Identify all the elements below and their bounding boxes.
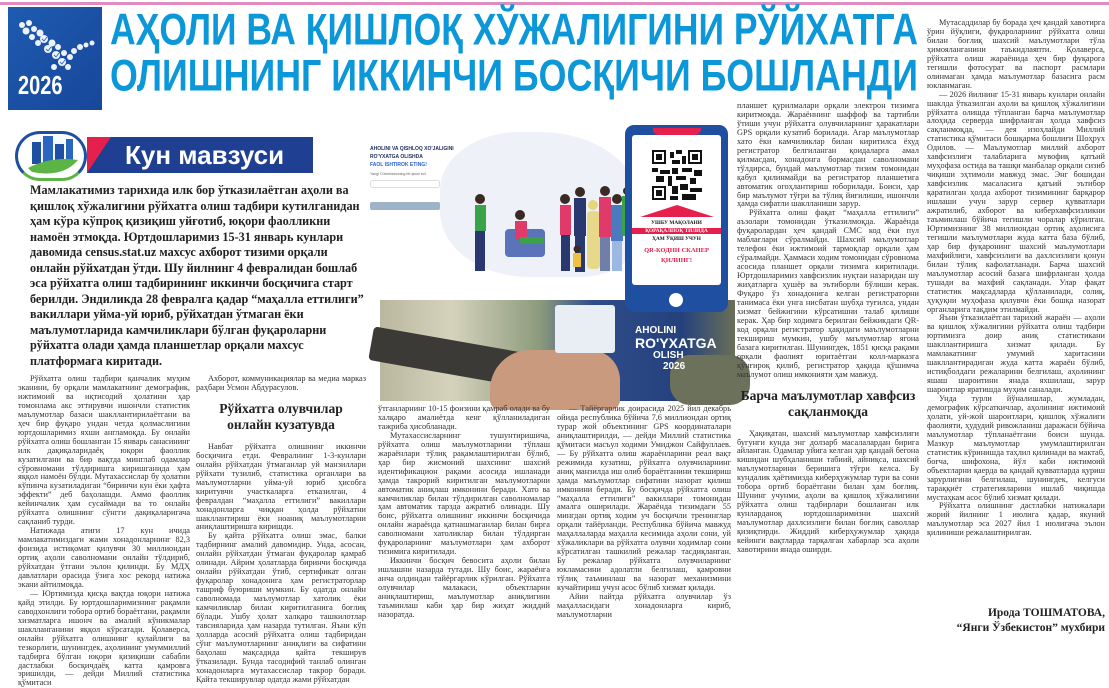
logo-year: 2026	[18, 72, 63, 101]
paragraph: Навбат рўйхатга олишнинг иккинчи босқичига етди. Февралнинг 1-3-кунлари онлайн рўйхатдан ўтмаганлар уй манзиллари рўйхати тузилиб, статистика органлари ва маълумотларни уйма-уй юриб ҳисобга киритувчи участкаларга етказилган, 4 февралдан “маҳалла еттилиги” вакиллари хонадонларга чиққан ҳолда рўйхатни шакллантириш ёки ноаниқ маълумотларни аниқлаштиришга киришди.	[196, 441, 366, 532]
paragraph: Мутасаддилар бу борада ҳеч қандай хавотирга ўрин йўқлиги, фуқароларнинг рўйхатга олиш билан боғлиқ шахсий маълумотлари тўла ҳимояланганини таъкидлаяпти. Қолаверса, рўйхатга олиш жараёнида ҳеч бир фуқарога тегишли фотосурат ва паспорт расмлари олинмаган ҳамда маълумотлар базасига расм юкланмаган.	[927, 18, 1105, 90]
phone-notch	[653, 128, 701, 135]
paragraph: Рўйхатга олишнинг дастлабки натижалари жорий йилнинг 1 июлига қадар, якуний маълумотлар эса 2027 йил 1 июлигача эълон қилиниши режалаштирилган.	[927, 501, 1105, 538]
qr-text-1: УШБУ МАҚОЛАНИ	[651, 220, 702, 226]
census-website-screenshot	[370, 122, 632, 282]
web-input	[370, 180, 440, 188]
uzbekistan-map-checkmarks-icon	[14, 17, 98, 77]
article-lead: Мамлакатимиз тарихида илк бор ўтказилаётган аҳоли ва қишлоқ хўжалигини рўйхатга олиш тадбири кутилганидан ҳам кўра кўпроқ қизиқиш уйғотиб, юқори фаолликни намоён этмоқда. Юртдошларимиз 15-31 январь кунлари давомида census.stat.uz махсус ахборот тизими орқали онлайн рўйхатдан ўтди. Шу йилнинг 4 февралидан бошлаб эса рўйхатга олиш тадбирининг иккинчи босқичига старт берилди. Эндиликда 28 февралга қадар “маҳалла еттилиги” вакиллари уйма-уй юриб, рўйхатдан ўтмаган ёки маълумотларида камчиликлари бўлган фуқароларни рўйхатга олади ҳамда планшетлар орқали махсус платформага киритади.	[30, 183, 364, 368]
vest-line-2: RO'YXATGA	[635, 335, 717, 351]
qr-code-icon[interactable]	[652, 150, 702, 200]
article-column-4	[557, 405, 731, 655]
paragraph: Рўйхатга олиш тадбири қанчалик муҳим эканини, бу орқали мамлакатнинг демографик, ижтимоий ва иқтисодий ҳолатини ҳар томонлама акс эттирувчи ишончли статистик маълумотлар базаси шакллантирилаётгани ва ҳеч бир фуқаро ундан четда қолмаслигини юртдошларимиз яхши англамоқда. Бу онлайн рўйхатга олиш бошланган 15 январь санасининг илк дақиқаларидаёқ юқори фаоллик кузатилгани ва бир вақтда минглаб одамлар сўровномани тўлдиришга киришганида ҳам яққол намоён бўлди. Мутахассислар бу ҳолатни кўпинча кузатиладиган “биринчи кун ёки ҳафта эффекти” деб баҳолашди. Аммо фаоллик кейинчалик ҳам сусаймади ва то онлайн рўйхатга олишнинг сўнгги дақиқаларигача сақланиб турди.	[18, 374, 190, 527]
qr-text-4: QR-КОДНИ СКАНЕР	[644, 247, 709, 254]
author-signature	[930, 606, 1105, 636]
paragraph: Ахборот, коммуникациялар ва медиа марказ раҳбари Усмон Абдурасулов.	[196, 374, 366, 392]
paragraph: Ҳақиқатан, шахсий маълумотлар хавфсизлиги бугунги кунда энг долзарб масалалардан бирига айланган. Одамлар уйига келган ҳар қандай бегона кишидан шубҳаланиши табиий, айниқса, шахсий маълумотларини беришига тўғри келса. Бу кундалик ҳаётимизда киберҳужумлар тури ва сони тобора ортиб бораётгани билан ҳам боғлиқ. Шунинг учунми, аҳоли ва қишлоқ хўжалигини рўйхатга олиш тадбирлари бошланган илк кунларданоқ юртдошларимизни шахсий маълумотлар дахлсизлиги билан боғлиқ саволлар қизиқтирди. Жиддий киберҳужумлар ҳақида кейинги вақтларда тарқалган хабарлар эса аҳоли хавотирини янада оширди.	[737, 428, 919, 554]
article-column-5	[737, 102, 919, 659]
article-column-1	[18, 374, 190, 688]
paragraph: — Тайёргарлик доирасида 2025 йил декабрь ойида республика бўйича 7,6 миллиондан ортиқ турар жой объектининг GPS координаталари аниқлаштирилди, — дейди Миллий статистика қўмитаси масъул ходими Умиджон Сайфуллаев. — Бу рўйхатга олиш жараёнларини реал вақт режимида кузатиш, рўйхатга олувчиларнинг аниқ манзилда иш олиб бораётганини текшириш ҳамда маълумотлар сифатини назорат қилиш имконини беради. Бу босқичда рўйхатга олиш “маҳалла еттилиги” вакиллари томонидан амалга оширилади. Жараёнда тизимдаги 55 мингдан ортиқ ходим уч босқичли тренинглар орқали тайёрланди. Республика бўйича мавжуд маҳаллаларда маҳалла кесимида аҳоли сони, уй хўжаликлари ва рўйхатга олувчи ходимлар сони кўрсатилган ташкилий режалар тасдиқланган. Бу режалар рўйхатга олувчиларнинг юкламасини адолатли белгилаш, қамровни тўлиқ таъминлаш ва назорат механизмини кучайтириш учун асос бўлиб хизмат қилади.	[557, 404, 731, 593]
qr-text-5: ҚИЛИНГ!	[660, 257, 693, 264]
phone-screen	[632, 135, 721, 285]
vest-line-4: 2026	[663, 361, 686, 372]
paragraph: — 2026 йилнинг 15-31 январь кунлари онлайн шаклда ўтказилган аҳоли ва қишлоқ хўжалигини рўйхатга олишда тўпланган барча маълумотлар алоҳида серверда шифрланган ҳолда хавфсиз сақланмоқда, — дея изоҳлайди Миллий статистика қўмитаси бошқарма бошлиғи Шоҳрух Одилов. — Маълумотлар миллий ахборот хавфсизлиги талабларига мувофиқ қатъий муҳофаза остида ва ташқи манбалар орқали сизиб чиқиши эҳтимоли мавжуд эмас. Энг бошидан хавфсизлик масаласига қатъий эътибор қаратилган ҳолда ахборот тизимининг барқарор ишлаши учун зарур сервер қувватлари ажратилиб, ахборот ва киберхавфсизликни таъминлаш бўйича тегишли чоралар кўрилган. Юртимизнинг 38 миллиондан ортиқ аҳолисига тегишли маълумотлари жуда катта база бўлиб, ҳар бир фуқаронинг шахсий маълумотлари махфийлиги, хавфсизлиги ва дахлсизлиги қонун билан тўлиқ кафолатланади. Барча шахсий маълумотлар асосий базага шифрланган ҳолда тушади ва махфий сақланади. Улар фақат статистик мақсадларда қўлланилади, солиқ, ҳуқуқни муҳофаза қилувчи ёки бошқа назорат органларига тақдим этилмайди.	[927, 89, 1105, 314]
headline-line-2: ОЛИШНИНГ ИККИНЧИ БОСҚИЧИ БОШЛАНДИ	[110, 51, 918, 101]
article-column-6	[927, 19, 1105, 579]
paragraph: Бу қайта рўйхатга олиш эмас, балки тадбирнинг амалий давомидир. Унда, асосан, онлайн рўйхатдан ўтмаган фуқаролар қамраб олинади. Айрим ҳолатларда биринчи босқичда онлайн рўйхатдан ўтиб, сертификат олган фуқаролар хонадонига ҳам регистраторлар ташриф буюриши мумкин. Бу одатда онлайн саволномада маълумотлар хатолик ёки камчиликлар билан киритилганига боғлиқ бўлади. Ушбу ҳолат халқаро ташкилотлар тавсияларида ҳам назарда тутилган. Яъни кўп ҳолларда асосий рўйхатга олиш тадбиридан сўнг маълумотларнинг аниқлиги ва сифатини баҳолаш мақсадида қайта текширув ўтказилади. Бунда тасодифий танлаб олинган хонадонларга мутахассислар такрор боради. Қайта текширувлар одатда жами рўйхатдан	[196, 531, 366, 684]
article-headline	[110, 5, 920, 101]
headline-line-1: АҲОЛИ ВА ҚИШЛОҚ ХЎЖАЛИГИНИ РЎЙХАТГА	[110, 5, 919, 55]
paragraph: планшет қурилмалари орқали электрон тизимга киритмоқда. Жараённинг шаффоф ва тартибли ўтиши учун рўйхатга олувчиларнинг ҳаракатлари GPS орқали кузатиб борилади. Агар маълумотлар хато ёки камчиликлар билан киритилса ёхуд регистратор белгиланган қоидаларга амал қилмасдан, хонадонга бормасдан саволномани тўлдирса, бундай маълумотлар тизим томонидан қабул қилинмайди ва регистратор планшетига автоматик огоҳлантириш юборилади. Боиси, ҳар бир маълумот тўғри ва тўлиқ йиғилиши, ишончли ҳамда сифатли шаклланиши зарур.	[737, 101, 919, 209]
author-name: Ирода ТОШМАТОВА,	[987, 607, 1105, 619]
people-illustration	[465, 177, 630, 282]
qr-text-3: ҲАМ ЎҚИШ УЧУН	[652, 236, 701, 242]
id-badge	[555, 305, 615, 353]
paragraph: Яъни ўтказилаётган тарихий жараён — аҳоли ва қишлоқ хўжалигини рўйхатга олиш тадбири юртимизга доир аниқ статистикани шакллантиришга хизмат қилади. Бу мамлакатнинг умумий харитасини шакллантирадиган жуда катта жараён бўлиб, истиқболдаги режаларини белгилаш, аҳолининг яшаш шароитини янада яхшилаш, зарур шароитлар яратишда муҳим саналади.	[927, 313, 1105, 395]
qr-text-2: ҚОРАҚАЛПОҚ ТИЛИДА	[632, 228, 721, 234]
vest-line-3: OLISH	[653, 350, 684, 361]
paragraph: Мутахассисларнинг тушунтиришича, рўйхатга олиш маълумотларини тўплаш жараёнлари тўлиқ рақамлаштирилган бўлиб, ҳар бир жисмоний шахснинг шахсий идентификацион рақами асосида ишланади ҳамда такрорий киритилган маълумотларни автоматик аниқлаш имконини беради. Хато ва камчиликлар билан тўлдирилган саволномалар ҳам автоматик тарзда ажратиб олинади. Шу боис, рўйхатга олишнинг иккинчи босқичида онлайн жараёнда қатнашмаганлар билан бирга саволномани хатоликлар билан тўлдирган фуқароларнинг маълумотлари ҳам ахборот тизимига киритилади.	[378, 430, 550, 557]
city-leaf-icon	[15, 131, 87, 181]
registrar-tablet-photo	[380, 300, 735, 401]
web-title-3: FAOL ISHTIROK ETING!	[370, 162, 427, 168]
paragraph: Рўйхатга олиш фақат “маҳалла еттилиги” аъзолари томонидан ўтказилмоқда. Жараёнда фуқаролардан ҳеч қандай СМС код ёки пул маблағлари сўралмайди. Шахсий маълумотлар телефон ёки ижтимоий тармоқлар орқали ҳам сўралмайди. Ҳаммаси ходим томонидан сўровнома асосида планшет орқали тизимга киритилади. Юртдошларимиз хавфсизлик нуқтаи назаридан шу жиҳатларга ҳушёр ва эътиборли бўлиши керак. Фуқаро ўз хонадонига келган регистраторни танимаса ёки унга нисбатан шубҳа туғилса, ундан хизмат бейжигини кўрсатишни талаб қилиши керак. Ҳар бир ходимга берилган бейжикдаги QR-код орқали регистратор ҳақидаги маълумотларни текшириш мумкин, ушбу маълумотлар ягона базага киритилган. Шунингдек, 1851 қисқа рақами орқали фаолият юритаётган колл-марказга қўнғироқ қилиб, регистратор ҳақида қўшимча маълумот олиш имконияти ҳам мавжуд.	[737, 208, 919, 379]
phone-home-button	[669, 293, 683, 307]
paragraph: ўтганларнинг 10-15 фоизини қамраб олади ва бу халқаро амалиётда кенг қўлланиладиган тажриба ҳисобланади.	[378, 404, 550, 431]
vest-line-1: AHOLINI	[635, 325, 677, 336]
subheading: Барча маълумотлар хавфсиз сақланмоқда	[740, 387, 916, 419]
paragraph: Унда турли йўналишлар, жумладан, демографик кўрсаткичлар, аҳолининг ижтимоий ҳолати, уй-жой шароитлари, қишлоқ хўжалиги фаолияти, ҳудудий ривожланиш даражаси бўйича маълумотлар тўпланаётгани боиси шунда. Мазкур маълумотлар умумлаштирилган статистик кўринишда таҳлил қилинади ва мактаб, боғча, шифохона, йўл каби ижтимоий объектларни қаерда ва қандай қувватларда қуриш зарурлигини белгилаш, шунингдек, келгуси тараққиёт стратегияларини ишлаб чиқишда мустаҳкам асос бўлиб хизмат қилади.	[927, 394, 1105, 502]
paragraph: Айни пайтда рўйхатга олувчилар ўз маҳалласидаги хонадонларга кириб, маълумотларни	[557, 592, 731, 619]
article-column-3	[378, 405, 550, 655]
rubric-label: Кун мавзуси	[125, 140, 285, 170]
web-login-button	[370, 202, 440, 210]
vest-print	[635, 325, 717, 372]
author-role: “Янги Ўзбекистон” мухбири	[956, 622, 1105, 634]
subheading: Рўйхатга олувчилар онлайн кузатувда	[219, 400, 343, 432]
web-title-1: AHOLINI VA QISHLOQ XO'JALIGINI	[370, 146, 454, 152]
rubric-banner	[15, 131, 315, 181]
rubric-red-accent	[87, 137, 111, 173]
qr-phone-promo	[625, 125, 728, 312]
web-title-2: RO'YXATGA OLISHDA	[370, 154, 423, 160]
census-2026-logo	[8, 7, 102, 110]
paragraph: — Юртимизда қисқа вақтда юқори натижа қайд этилди. Бу юртдошларимизнинг рақамли саводхонлиги тобора ортиб бораётгани, рақамли хизматларга ишонч ва амалий кўникмалар шаклланганини яққол кўрсатади. Қолаверса, онлайн рўйхатга олишнинг қулайлиги ва тезкорлиги, шунингдек, аҳолининг умуммиллий тадбирга бўлган юқори қизиқиши сабабли дастлабки босқичдаёқ катта қамровга эришилди, — дейди Миллий статистика қўмитаси	[18, 588, 190, 688]
paragraph: Натижада атиги 17 кун ичида мамлакатимиздаги жами хонадонларнинг 82,3 фоизида истиқомат қилувчи 30 миллиондан ортиқ аҳоли саволномани онлайн тўлдириб, рўйхатдан ўтгани эълон қилинди. Бу МДҲ давлатлари орасида ўзига хос рекорд натижа экани айтилмоқда.	[18, 526, 190, 589]
hand	[490, 350, 620, 410]
article-column-2	[196, 374, 366, 684]
paragraph: Иккинчи босқич бевосита аҳоли билан ишлашни назарда тутади. Шу боис, жараёнга анча олдиндан тайёргарлик кўрилган. Рўйхатга олувчилар малакаси, объектларни аниқлаштириш, маълумотлар аниқлигини таъминлаш каби ҳар бир жиҳат жиддий назоратда.	[378, 556, 550, 619]
arrow-up-icon	[640, 205, 714, 217]
web-subtitle: Yangi O'zbekistonning bir qismi bo'l	[370, 172, 427, 176]
